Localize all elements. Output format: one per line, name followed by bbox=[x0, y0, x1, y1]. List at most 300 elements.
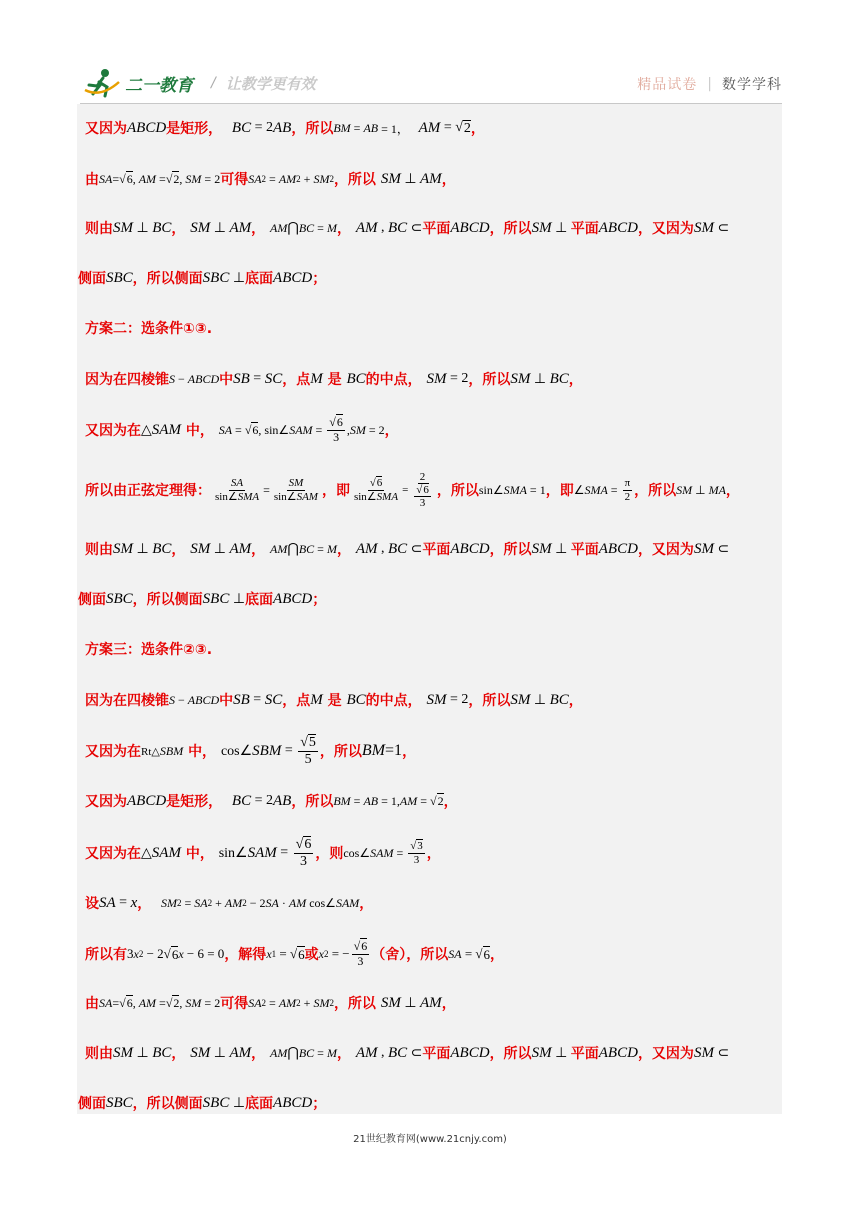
solution-line-18 bbox=[85, 988, 782, 1018]
math-term: SM bbox=[349, 422, 366, 437]
solution-text: 底面 bbox=[245, 271, 274, 287]
math-term: 6 bbox=[376, 477, 383, 490]
page-footer: 21世纪教育网(www.21cnjy.com) bbox=[353, 1134, 507, 1145]
solution-text: ， bbox=[137, 896, 152, 912]
solution-text: ，所以侧面 bbox=[132, 1096, 203, 1112]
math-term: AM bbox=[229, 1044, 252, 1061]
math-term: SM bbox=[693, 540, 714, 557]
math-term: 6 bbox=[336, 415, 343, 430]
solution-text: ， bbox=[441, 172, 456, 188]
solution-text: ，所以 bbox=[291, 794, 334, 810]
solution-line-19 bbox=[85, 1038, 782, 1068]
math-term: sin∠ bbox=[218, 845, 248, 861]
math-term bbox=[368, 477, 385, 490]
solution-text: 是矩形， bbox=[166, 121, 223, 137]
solution-text: 底面 bbox=[245, 592, 274, 608]
math-term: 3 bbox=[357, 953, 364, 968]
math-term: sin∠SMA bbox=[215, 490, 260, 503]
math-term: SAM bbox=[370, 845, 394, 860]
math-term: SAM bbox=[335, 895, 360, 910]
math-term: AM bbox=[229, 540, 252, 557]
math-term: = bbox=[263, 482, 270, 497]
math-term: △ bbox=[141, 422, 152, 438]
solution-text: ， bbox=[568, 693, 583, 709]
solution-text: 则由 bbox=[85, 542, 113, 558]
solution-text: 中， bbox=[188, 744, 217, 760]
math-term: , bbox=[179, 995, 186, 1010]
math-term: 2 bbox=[261, 174, 267, 184]
math-term bbox=[294, 837, 314, 853]
math-term: M bbox=[326, 541, 337, 556]
solution-text: ，所以侧面 bbox=[132, 592, 203, 608]
math-term: MA bbox=[708, 482, 726, 497]
math-term: BM bbox=[333, 793, 351, 808]
math-term: ⊥ bbox=[210, 220, 230, 236]
math-term: AM bbox=[355, 219, 378, 236]
math-term: SM bbox=[190, 1044, 211, 1061]
math-term: 2 bbox=[173, 996, 180, 1010]
math-term: ⊥ bbox=[229, 270, 246, 286]
math-term: AM bbox=[138, 995, 157, 1010]
math-term: ⋂ bbox=[287, 541, 299, 557]
math-term: = 2 bbox=[251, 120, 273, 135]
math-term: SM bbox=[161, 895, 177, 910]
math-term: 3 bbox=[419, 497, 426, 510]
math-term: ⊥ bbox=[400, 171, 421, 187]
math-term: SM bbox=[380, 994, 401, 1011]
math-term: 6 bbox=[126, 996, 133, 1010]
math-term: SM bbox=[190, 540, 211, 557]
header-label: 精品试卷 bbox=[637, 77, 698, 93]
math-term: + bbox=[300, 995, 314, 1010]
math-term: 2 bbox=[261, 998, 267, 1008]
solution-text: ，所以 bbox=[634, 483, 677, 499]
math-term: − 6 = 0 bbox=[183, 946, 225, 961]
math-term: AB bbox=[363, 120, 379, 135]
math-term: SM bbox=[313, 171, 330, 186]
math-term: ABCD bbox=[273, 1094, 313, 1111]
math-term: 2 bbox=[437, 794, 444, 808]
solution-text: 中 bbox=[219, 693, 234, 709]
math-term: = bbox=[249, 371, 265, 386]
solution-text: 侧面 bbox=[78, 592, 106, 608]
math-term: = bbox=[156, 995, 166, 1010]
solution-text: ，所以 bbox=[333, 996, 376, 1012]
math-term: AM bbox=[399, 793, 418, 808]
logo-text: 二一教育 bbox=[125, 75, 193, 96]
solution-text: ，所以 bbox=[333, 172, 376, 188]
solution-text: ， bbox=[336, 221, 351, 237]
solution-text: 中， bbox=[185, 846, 214, 862]
math-term: SBC bbox=[106, 269, 133, 286]
math-term: S bbox=[169, 692, 175, 707]
math-term: = bbox=[266, 171, 279, 186]
math-term: − bbox=[175, 371, 188, 386]
math-term bbox=[300, 735, 308, 750]
math-term: BC bbox=[152, 1044, 172, 1061]
math-term: SM bbox=[510, 370, 531, 387]
math-term: , sin∠ bbox=[258, 422, 290, 437]
math-term: ⊥ bbox=[530, 692, 550, 708]
math-term: − 2 bbox=[246, 895, 266, 910]
math-term: SM bbox=[426, 691, 447, 708]
solution-text: 中， bbox=[185, 423, 214, 439]
solution-text: ， bbox=[470, 121, 485, 137]
math-term: SA bbox=[448, 946, 462, 961]
math-term: = 2 bbox=[446, 692, 469, 707]
header-separator: | bbox=[707, 76, 712, 92]
solution-text: ，所以 bbox=[489, 1046, 532, 1062]
math-term: SC bbox=[264, 370, 283, 387]
math-term: x bbox=[133, 946, 139, 961]
solution-text: ，解得 bbox=[224, 947, 267, 963]
solution-heading-3 bbox=[85, 634, 782, 664]
math-term: ⊂ bbox=[713, 541, 730, 557]
solution-text: ，所以 bbox=[468, 372, 511, 388]
math-term: SM bbox=[288, 477, 304, 490]
math-term: SBM bbox=[252, 742, 282, 759]
math-term: ⊥ bbox=[210, 1045, 230, 1061]
math-term: BC bbox=[231, 119, 252, 136]
math-term: SA bbox=[99, 995, 113, 1010]
solution-text: ，点 bbox=[282, 693, 311, 709]
math-term: SBC bbox=[202, 1094, 230, 1111]
math-term: SM bbox=[426, 370, 447, 387]
math-term: = bbox=[312, 422, 326, 437]
math-term: · bbox=[278, 895, 289, 910]
math-term: , bbox=[377, 220, 388, 235]
math-term: 2 bbox=[296, 174, 301, 184]
math-term: ABCD bbox=[450, 1044, 490, 1061]
math-term: SM bbox=[531, 540, 552, 557]
math-term: 2 bbox=[177, 898, 182, 908]
math-term bbox=[414, 484, 431, 509]
header-subject: 数学学科 bbox=[722, 77, 782, 93]
solution-block bbox=[77, 104, 782, 1114]
math-term: M bbox=[310, 691, 323, 708]
math-term: SM bbox=[510, 691, 531, 708]
solution-text: 平面 bbox=[422, 542, 451, 558]
math-term: − 2 bbox=[143, 946, 164, 961]
solution-text: 的中点， bbox=[365, 693, 422, 709]
solution-text: ，所以 bbox=[468, 693, 511, 709]
math-term: cos∠ bbox=[343, 845, 371, 860]
math-term: SB bbox=[233, 370, 250, 387]
solution-line-4 bbox=[78, 263, 782, 293]
math-term: sin∠ bbox=[478, 482, 504, 497]
solution-text: ，点 bbox=[282, 372, 311, 388]
math-term: 2 bbox=[207, 898, 213, 908]
math-term: BC bbox=[549, 370, 569, 387]
math-term: ⊥ bbox=[133, 220, 153, 236]
math-term: 2 bbox=[173, 172, 180, 186]
math-term: SM bbox=[676, 482, 693, 497]
math-term: = 2 bbox=[201, 995, 221, 1010]
math-term: , bbox=[346, 422, 350, 437]
math-term: ABCD bbox=[598, 219, 638, 236]
math-term: = bbox=[607, 482, 621, 497]
math-term: = bbox=[393, 845, 407, 860]
math-term: = 1， bbox=[378, 121, 409, 136]
math-term: sin∠SMA bbox=[353, 490, 399, 503]
math-term: BC bbox=[387, 540, 408, 557]
solution-text: 由 bbox=[85, 996, 99, 1012]
solution-text: ，又因为 bbox=[637, 1046, 694, 1062]
math-term: SC bbox=[264, 691, 283, 708]
math-term: SM bbox=[113, 540, 133, 557]
math-term: ⊂ bbox=[407, 541, 423, 557]
math-term: = 1, bbox=[378, 793, 400, 808]
math-term: AM bbox=[288, 895, 307, 910]
math-term: SM bbox=[693, 219, 714, 236]
math-term bbox=[329, 415, 336, 429]
math-term: = bbox=[112, 995, 120, 1010]
math-term: 2 bbox=[296, 998, 301, 1008]
math-term: ⊥ bbox=[133, 1045, 153, 1061]
solution-text: 方案二：选条件①③. bbox=[85, 321, 213, 337]
solution-text: ，所以侧面 bbox=[132, 271, 203, 287]
math-term: ⊥ bbox=[229, 1095, 246, 1111]
solution-text: ， bbox=[171, 542, 186, 558]
solution-text: ， bbox=[426, 846, 441, 862]
math-term: ⊂ bbox=[713, 220, 730, 236]
solution-text: ， bbox=[251, 221, 266, 237]
solution-text: ，即 bbox=[545, 483, 574, 499]
math-term: ⊥ bbox=[229, 591, 246, 607]
math-term: SAM bbox=[289, 422, 313, 437]
math-term: SBC bbox=[202, 269, 230, 286]
solution-text: ，所以 bbox=[291, 121, 334, 137]
math-term: 2 bbox=[329, 998, 334, 1008]
math-term: 5 bbox=[308, 735, 316, 751]
solution-heading-2 bbox=[85, 313, 782, 343]
math-term: ⊂ bbox=[407, 220, 423, 236]
solution-text: ， bbox=[171, 221, 186, 237]
math-term: SAM bbox=[247, 844, 277, 861]
math-term: AB bbox=[273, 119, 292, 136]
slogan: 让教学更有效 bbox=[225, 74, 316, 93]
math-term: = bbox=[314, 220, 327, 235]
math-term: BC bbox=[231, 792, 252, 809]
math-term: M bbox=[310, 370, 323, 387]
math-term: 6 bbox=[171, 946, 179, 962]
math-term: 6 bbox=[483, 946, 491, 962]
solution-text: 是 bbox=[327, 693, 342, 709]
solution-line-7 bbox=[85, 405, 782, 455]
math-term bbox=[408, 840, 425, 865]
math-term: 6 bbox=[126, 172, 133, 186]
solution-text: 平面 bbox=[570, 542, 599, 558]
math-term: ABCD bbox=[598, 540, 638, 557]
math-term bbox=[272, 477, 320, 502]
solution-line-2 bbox=[85, 164, 782, 194]
solution-line-3 bbox=[85, 213, 782, 243]
solution-text: 平面 bbox=[570, 221, 599, 237]
math-term: M bbox=[326, 1045, 337, 1060]
math-term: AM bbox=[420, 994, 442, 1011]
math-term: = bbox=[276, 946, 290, 961]
math-term bbox=[370, 477, 376, 489]
solution-text: ； bbox=[312, 271, 327, 287]
math-term: ABCD bbox=[598, 1044, 638, 1061]
math-term: BC bbox=[298, 220, 315, 235]
math-term: cos∠ bbox=[306, 895, 336, 910]
solution-text: 底面 bbox=[245, 1096, 274, 1112]
math-term bbox=[213, 477, 261, 502]
math-term: BC bbox=[346, 370, 366, 387]
math-term: = bbox=[232, 422, 245, 437]
math-term bbox=[298, 735, 318, 751]
solution-text: 设 bbox=[85, 896, 99, 912]
math-term: 3 bbox=[417, 840, 423, 853]
math-term: BC bbox=[298, 1045, 315, 1060]
math-term: AM bbox=[278, 171, 297, 186]
math-term: , bbox=[132, 995, 139, 1010]
solution-text: 又因为 bbox=[85, 794, 127, 810]
solution-text: 的中点， bbox=[365, 372, 422, 388]
solution-line-13 bbox=[85, 726, 782, 776]
math-term: SBC bbox=[106, 590, 133, 607]
math-term: + bbox=[300, 171, 314, 186]
math-term: − bbox=[175, 692, 188, 707]
math-term: SM bbox=[693, 1044, 714, 1061]
math-term: = bbox=[402, 484, 409, 496]
math-term: AM bbox=[355, 540, 378, 557]
math-term bbox=[408, 840, 425, 853]
math-term: AM bbox=[138, 171, 157, 186]
math-term bbox=[164, 946, 171, 962]
solution-text: ，所以 bbox=[436, 483, 479, 499]
math-term: ABCD bbox=[187, 692, 220, 707]
math-term: = bbox=[281, 743, 297, 758]
math-term: = bbox=[181, 895, 195, 910]
math-term bbox=[410, 471, 435, 509]
math-term: SA bbox=[248, 171, 262, 186]
math-term: ABCD bbox=[273, 269, 313, 286]
solution-text: 因为在四棱锥 bbox=[85, 693, 169, 709]
math-term: ⊂ bbox=[713, 1045, 730, 1061]
math-term: ⊥ bbox=[551, 541, 571, 557]
math-term bbox=[352, 477, 400, 502]
math-term: = 2 bbox=[446, 371, 469, 386]
math-term: AM bbox=[229, 219, 252, 236]
math-term: ABCD bbox=[127, 119, 167, 136]
math-term: SM bbox=[380, 170, 401, 187]
math-term: = bbox=[440, 120, 456, 135]
math-term: ⊥ bbox=[530, 371, 550, 387]
math-term: , bbox=[132, 171, 139, 186]
math-term: AM bbox=[224, 895, 243, 910]
math-term: = bbox=[314, 1045, 327, 1060]
math-term: BC bbox=[152, 219, 172, 236]
solution-text: ， bbox=[441, 996, 456, 1012]
math-term: = bbox=[156, 171, 166, 186]
math-term: AM bbox=[418, 119, 441, 136]
math-term: SA bbox=[194, 895, 208, 910]
solution-text: 或 bbox=[304, 947, 319, 963]
math-term: 2 bbox=[419, 470, 426, 483]
solution-line-15 bbox=[85, 828, 782, 878]
math-term: ABCD bbox=[127, 792, 167, 809]
math-term bbox=[623, 477, 633, 502]
math-term: 2 bbox=[624, 490, 631, 503]
solution-text: （舍），所以 bbox=[371, 947, 449, 963]
math-term: AB bbox=[273, 792, 292, 809]
math-term: ⊥ bbox=[210, 541, 230, 557]
solution-text: ， bbox=[568, 372, 583, 388]
math-term: = bbox=[417, 793, 430, 808]
solution-line-1 bbox=[85, 113, 782, 143]
math-term: = 2 bbox=[251, 793, 273, 808]
solution-text: 是矩形， bbox=[166, 794, 223, 810]
math-term: BC bbox=[549, 691, 569, 708]
math-term bbox=[430, 794, 437, 809]
solution-text: 所以有 bbox=[85, 947, 127, 963]
solution-text: 所以由正弦定理得： bbox=[85, 483, 211, 499]
math-term: 3 bbox=[300, 853, 308, 869]
math-term: SM bbox=[531, 219, 552, 236]
solution-text: ； bbox=[312, 1096, 327, 1112]
solution-text: ， bbox=[336, 1046, 351, 1062]
solution-text: 方案三：选条件②③. bbox=[85, 642, 213, 658]
solution-text: 平面 bbox=[422, 1046, 451, 1062]
header-slash: / bbox=[211, 75, 216, 91]
solution-text: ， bbox=[251, 1046, 266, 1062]
solution-text: ，所以 bbox=[319, 744, 362, 760]
math-term: 1 bbox=[271, 949, 277, 959]
math-term: , bbox=[377, 1045, 388, 1060]
math-term: SM bbox=[113, 1044, 133, 1061]
solution-text: 则由 bbox=[85, 1046, 113, 1062]
solution-line-9 bbox=[85, 534, 782, 564]
math-term: 6 bbox=[423, 483, 429, 496]
solution-line-16 bbox=[85, 888, 782, 918]
solution-line-14 bbox=[85, 786, 782, 816]
solution-text: ， bbox=[725, 483, 740, 499]
math-term: SA bbox=[265, 895, 279, 910]
solution-text: ， bbox=[443, 794, 458, 810]
math-term: BC bbox=[152, 540, 172, 557]
math-term: ABCD bbox=[450, 540, 490, 557]
math-term: 2 bbox=[138, 949, 144, 959]
math-term: = bbox=[276, 845, 292, 860]
math-term: ABCD bbox=[187, 371, 220, 386]
math-term bbox=[455, 120, 463, 136]
math-term: 2 bbox=[323, 949, 329, 959]
math-term: ABCD bbox=[273, 590, 313, 607]
math-term: SBM bbox=[159, 743, 184, 758]
math-term: = bbox=[115, 895, 131, 910]
math-term: π bbox=[624, 477, 631, 490]
math-term: , bbox=[377, 541, 388, 556]
math-term: ⊥ bbox=[400, 995, 421, 1011]
solution-text: 平面 bbox=[422, 221, 451, 237]
page-header bbox=[0, 0, 860, 100]
solution-text: 平面 bbox=[570, 1046, 599, 1062]
solution-text: 是 bbox=[327, 372, 342, 388]
math-term: SA bbox=[230, 477, 244, 490]
solution-text: 可得 bbox=[220, 996, 249, 1012]
math-term bbox=[119, 996, 126, 1011]
solution-text: ， bbox=[490, 947, 505, 963]
math-term: 3 bbox=[413, 853, 420, 866]
math-term: SM bbox=[185, 171, 202, 186]
math-term: =1 bbox=[385, 742, 403, 759]
math-term: BC bbox=[387, 1044, 408, 1061]
solution-text: ，所以 bbox=[489, 542, 532, 558]
math-term: 6 bbox=[361, 939, 368, 954]
math-term: AM bbox=[278, 995, 297, 1010]
